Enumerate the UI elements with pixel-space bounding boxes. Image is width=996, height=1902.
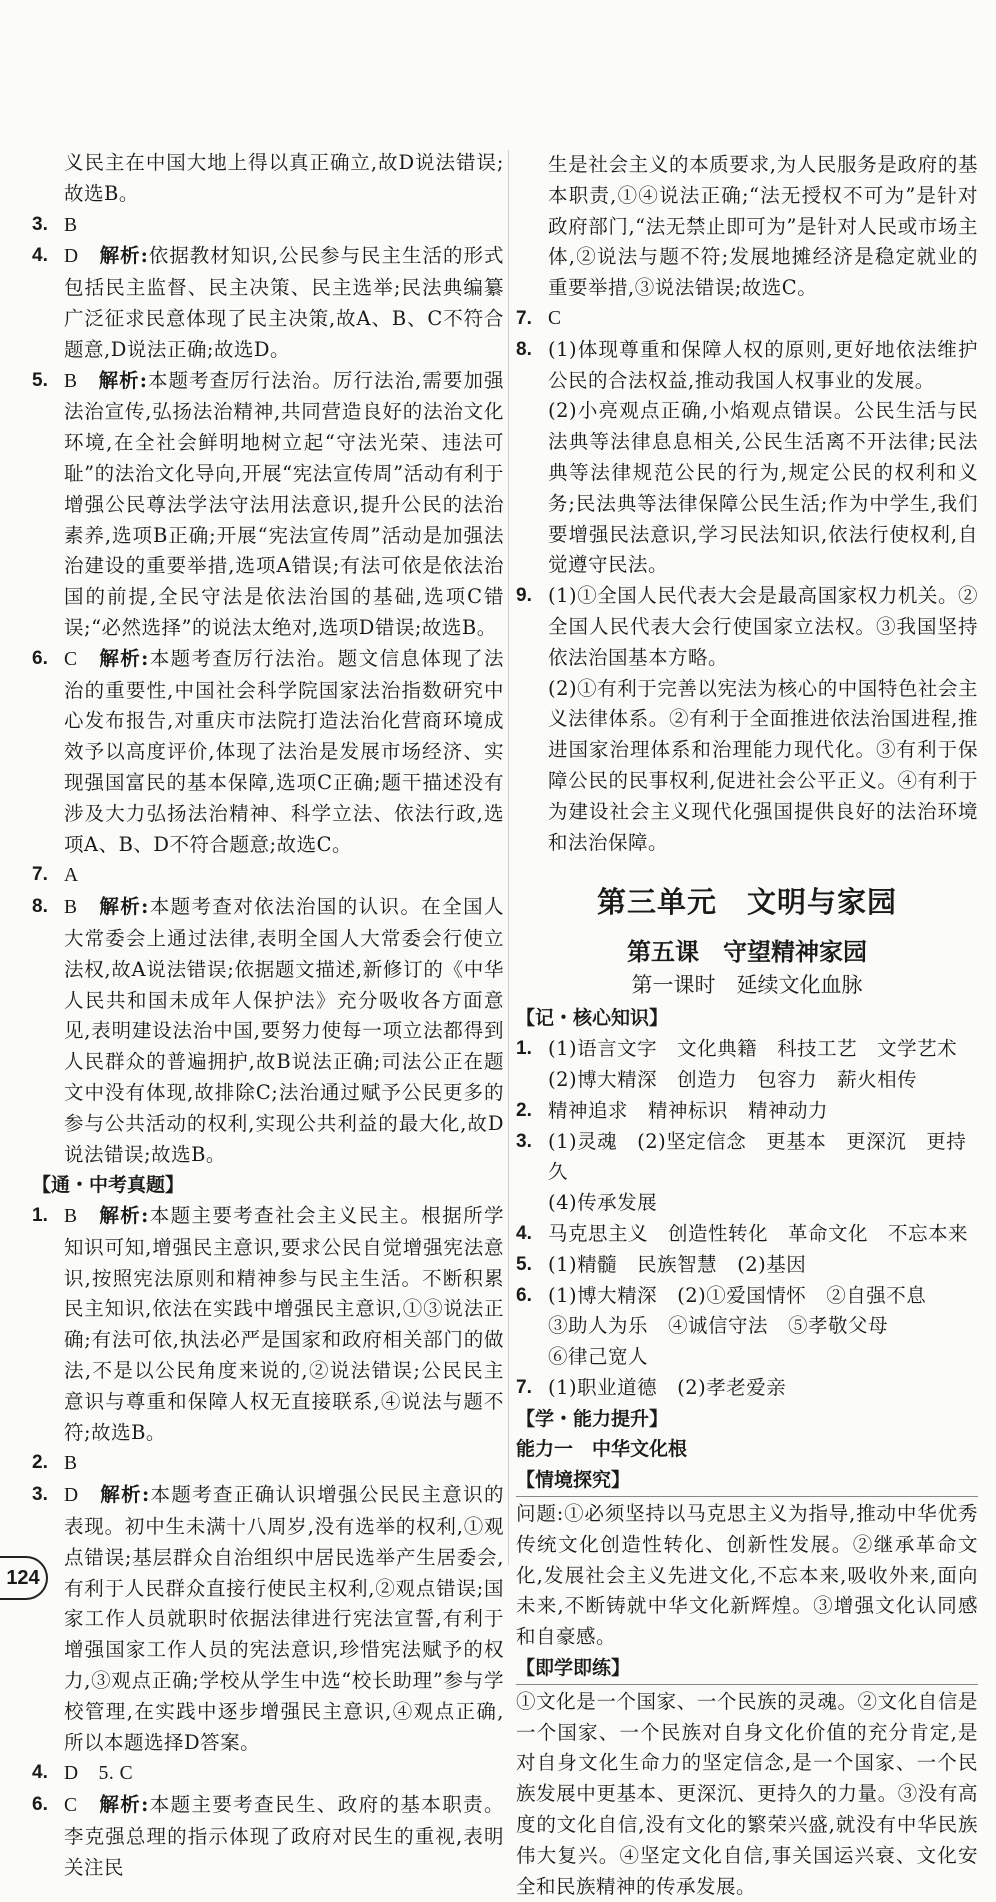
item-body <box>64 1448 504 1480</box>
answer-item <box>516 335 978 397</box>
item-body <box>64 1201 504 1448</box>
analysis-label: 解析: <box>99 895 149 919</box>
answer-item <box>32 1790 504 1883</box>
lesson-title: 第五课 守望精神家园 <box>627 938 867 967</box>
item-answer: B <box>64 1206 78 1228</box>
section-title-ability: 【学・能力提升】 <box>516 1407 669 1430</box>
item-answer: B <box>64 897 78 919</box>
right-column <box>516 150 978 1902</box>
analysis-label: 解析: <box>99 244 149 268</box>
knowledge-line: (2)博大精深 创造力 包容力 薪火相传 <box>548 1067 918 1091</box>
page-number: 124 <box>0 1556 48 1600</box>
item-number: 3. <box>516 1130 532 1152</box>
item-number: 7. <box>516 1376 532 1398</box>
item-number: 1. <box>516 1038 532 1060</box>
knowledge-item <box>516 1096 978 1127</box>
item-number: 8. <box>516 338 532 360</box>
practice-text: ①文化是一个国家、一个民族的灵魂。②文化自信是一个国家、一个民族对自身文化价值的充分肯定,是对自身文化生命力的坚定信念,是一个国家、一个民族发展中更基本、更深沉、更持久的力量。③没有高度的文化自信,没有文化的繁荣兴盛,就没有中华民族伟大复兴。④坚定文化自信,事关国运兴衰、文化安全和民族精神的传承发展。 <box>516 1684 978 1902</box>
item-number: 6. <box>32 1794 48 1816</box>
section-title-practice: 【即学即练】 <box>516 1657 631 1680</box>
knowledge-item <box>516 1281 978 1312</box>
knowledge-line: ⑥律己宽人 <box>548 1345 649 1369</box>
item-number: 2. <box>32 1452 48 1474</box>
item-answer: C <box>64 648 78 670</box>
item-subpara: (2)①有利于完善以宪法为核心的中国特色社会主义法律体系。②有利于全面推进依法治国进程,推进国家治理体系和治理能力现代化。③有利于保障公民的民事权利,促进社会公平正义。④有利于为建设社会主义现代化强国提供良好的法治环境和法治保障。 <box>548 676 978 854</box>
knowledge-item <box>516 1373 978 1404</box>
knowledge-line: (1)灵魂 (2)坚定信念 更基本 更深沉 更持久 <box>548 1129 967 1184</box>
item-number: 3. <box>32 213 48 235</box>
item-text: (1)①全国人民代表大会是最高国家权力机关。②全国人民代表大会行使国家立法权。③我国坚持依法治国基本方略。 <box>548 584 978 669</box>
item-answer: B <box>64 214 78 236</box>
item-answer: D 5. C <box>64 1763 134 1785</box>
knowledge-line: (1)语言文字 文化典籍 科技工艺 文学艺术 <box>548 1037 958 1061</box>
answer-item <box>516 304 978 335</box>
item-number: 7. <box>516 307 532 329</box>
item-number: 4. <box>32 245 48 267</box>
section-title-exam: 【通・中考真题】 <box>32 1174 185 1197</box>
knowledge-line: ③助人为乐 ④诚信守法 ⑤孝敬父母 <box>548 1314 889 1338</box>
answer-item <box>32 1480 504 1758</box>
item-text: 本题主要考查社会主义民主。根据所学知识可知,增强民主意识,要求公民自觉增强宪法意识,按照宪法原则和精神参与民主生活。不断积累民主知识,依法在实践中增强民主意识,①③说法正确;有法可依,执法必严是国家和政府相关部门的做法,不是以公民角度来说的,②说法错误;公民民主意识与尊重和保障人权无直接联系,④说法与题不符;故选B。 <box>64 1204 504 1444</box>
section-title-knowledge: 【记・核心知识】 <box>516 1007 669 1030</box>
right-intro: 生是社会主义的本质要求,为人民服务是政府的基本职责,①④说法正确;“法无授权不可为”是针对政府部门,“法无禁止即可为”是针对人民或市场主体,②说法与题不符;发展地摊经济是稳定就业的重要举措,③说法错误;故选C。 <box>548 153 978 300</box>
knowledge-item <box>516 1065 978 1096</box>
knowledge-line: (1)博大精深 (2)①爱国情怀 ②自强不息 <box>548 1283 927 1307</box>
unit-title: 第三单元 文明与家园 <box>596 885 897 920</box>
item-answer: B <box>64 1453 78 1475</box>
item-answer: B <box>64 370 78 392</box>
item-number: 4. <box>516 1222 532 1244</box>
knowledge-item <box>516 1219 978 1250</box>
item-body <box>64 366 504 644</box>
knowledge-item <box>516 1250 978 1281</box>
item-number: 6. <box>32 647 48 669</box>
item-answer: D <box>64 1485 79 1507</box>
item-number: 7. <box>32 864 48 886</box>
answer-item <box>32 644 504 861</box>
item-body <box>64 1480 504 1758</box>
analysis-label: 解析: <box>99 1204 149 1228</box>
knowledge-item <box>516 1342 978 1373</box>
knowledge-line: (1)精髓 民族智慧 (2)基因 <box>548 1252 807 1276</box>
item-body <box>64 210 504 242</box>
item-answer: C <box>548 307 562 329</box>
section-title-explore: 【情境探究】 <box>516 1469 631 1492</box>
answer-item <box>32 892 504 1170</box>
left-column <box>32 148 504 1884</box>
analysis-label: 解析: <box>99 1793 149 1817</box>
item-body <box>64 892 504 1170</box>
item-body <box>64 241 504 365</box>
ability-title: 能力一 中华文化根 <box>516 1438 688 1461</box>
left-intro: 义民主在中国大地上得以真正确立,故D说法错误;故选B。 <box>64 151 504 205</box>
answer-item <box>32 1201 504 1448</box>
item-body <box>64 1758 504 1790</box>
item-text: (1)体现尊重和保障人权的原则,更好地依法维护公民的合法权益,推动我国人权事业的发展。 <box>548 337 978 392</box>
answer-list-2 <box>32 1201 504 1884</box>
knowledge-line: 精神追求 精神标识 精神动力 <box>548 1098 829 1122</box>
item-text: 本题考查厉行法治。题文信息体现了法治的重要性,中国社会科学院国家法治指数研究中心发布报告,对重庆市法院打造法治化营商环境成效予以高度评价,体现了法治是发展市场经济、实现强国富民的基本保障,选项C正确;题干描述没有涉及大力弘扬法治精神、科学立法、依法行政,选项A、B、D不符合题意;故选C。 <box>64 646 504 856</box>
item-text: 本题考查厉行法治。厉行法治,需要加强法治宣传,弘扬法治精神,共同营造良好的法治文化环境,在全社会鲜明地树立起“守法光荣、违法可耻”的法治文化导向,开展“宪法宣传周”活动有利于增强公民尊法学法守法用法意识,提升公民的法治素养,选项B正确;开展“宪法宣传周”活动是加强法治建设的重要举措,选项A错误;有法可依是依法治国的前提,全民守法是依法治国的基础,选项C错误;“必然选择”的说法太绝对,选项D错误;故选B。 <box>64 368 504 639</box>
answer-item <box>32 1448 504 1480</box>
answer-list-1 <box>32 210 504 1171</box>
analysis-label: 解析: <box>99 646 149 670</box>
knowledge-item <box>516 1311 978 1342</box>
item-text: 本题主要考查民生、政府的基本职责。李克强总理的指示体现了政府对民生的重视,表明关注民 <box>64 1793 504 1879</box>
answer-item <box>32 1758 504 1790</box>
item-text: 依据教材知识,公民参与民主生活的形式包括民主监督、民主决策、民主选举;民法典编纂广泛征求民意体现了民主决策,故A、B、C不符合题意,D说法正确;故选D。 <box>64 244 504 361</box>
item-number: 9. <box>516 585 532 607</box>
item-number: 1. <box>32 1205 48 1227</box>
knowledge-item <box>516 1034 978 1065</box>
item-text: 本题考查对依法治国的认识。在全国人大常委会上通过法律,表明全国人大常委会行使立法权,故A说法错误;依据题文描述,新修订的《中华人民共和国未成年人保护法》充分吸收各方面意见,表明建设法治中国,要努力使每一项立法都得到人民群众的普遍拥护,故B说法正确;司法公正在题文中没有体现,故排除C;法治通过赋予公民更多的参与公共活动的权利,实现公共利益的最大化,故D说法错误;故选B。 <box>64 895 504 1166</box>
period-title: 第一课时 延续文化血脉 <box>631 973 863 998</box>
answer-item <box>32 366 504 644</box>
analysis-label: 解析: <box>100 1483 150 1507</box>
item-subpara: (2)小亮观点正确,小焰观点错误。公民生活与民法典等法律息息相关,公民生活离不开法律;民法典等法律规范公民的行为,规定公民的权利和义务;民法典等法律保障公民生活;作为中学生,我们要增强民法意识,学习民法知识,依法行使权利,自觉遵守民法。 <box>548 399 978 577</box>
item-number: 3. <box>32 1484 48 1506</box>
item-answer: D <box>64 246 79 268</box>
knowledge-list <box>516 1034 978 1404</box>
answer-item <box>32 210 504 242</box>
knowledge-item <box>516 1127 978 1189</box>
column-divider <box>508 150 509 1565</box>
item-body <box>64 860 504 892</box>
knowledge-item <box>516 1188 978 1219</box>
item-number: 2. <box>516 1099 532 1121</box>
answer-item <box>32 860 504 892</box>
item-number: 5. <box>516 1253 532 1275</box>
item-answer: A <box>64 865 79 887</box>
answer-item <box>32 241 504 365</box>
knowledge-line: (4)传承发展 <box>548 1191 658 1215</box>
item-number: 4. <box>32 1762 48 1784</box>
knowledge-line: 马克思主义 创造性转化 革命文化 不忘本来 <box>548 1221 969 1245</box>
answer-item <box>516 581 978 673</box>
item-number: 5. <box>32 369 48 391</box>
item-number: 8. <box>32 896 48 918</box>
explore-text: 问题:①必须坚持以马克思主义为指导,推动中华优秀传统文化创造性转化、创新性发展。②继承革命文化,发展社会主义先进文化,不忘本来,吸收外来,面向未来,不断铸就中华文化新辉煌。③增强文化认同感和自豪感。 <box>516 1496 978 1653</box>
item-text: 本题考查正确认识增强公民民主意识的表现。初中生未满十八周岁,没有选举的权利,①观点错误;基层群众自治组织中居民选举产生居委会,有利于人民群众直接行使民主权利,②观点错误;国家工作人员就职时依据法律进行宪法宣誓,有利于增强国家工作人员的宪法意识,珍惜宪法赋予的权力,③观点正确;学校从学生中选“校长助理”参与学校管理,在实践中逐步增强民主意识,④观点正确,所以本题选择D答案。 <box>64 1483 504 1754</box>
knowledge-line: (1)职业道德 (2)孝老爱亲 <box>548 1375 787 1399</box>
item-body <box>64 644 504 861</box>
item-answer: C <box>64 1795 78 1817</box>
item-number: 6. <box>516 1284 532 1306</box>
analysis-label: 解析: <box>98 368 148 392</box>
item-body <box>64 1790 504 1883</box>
